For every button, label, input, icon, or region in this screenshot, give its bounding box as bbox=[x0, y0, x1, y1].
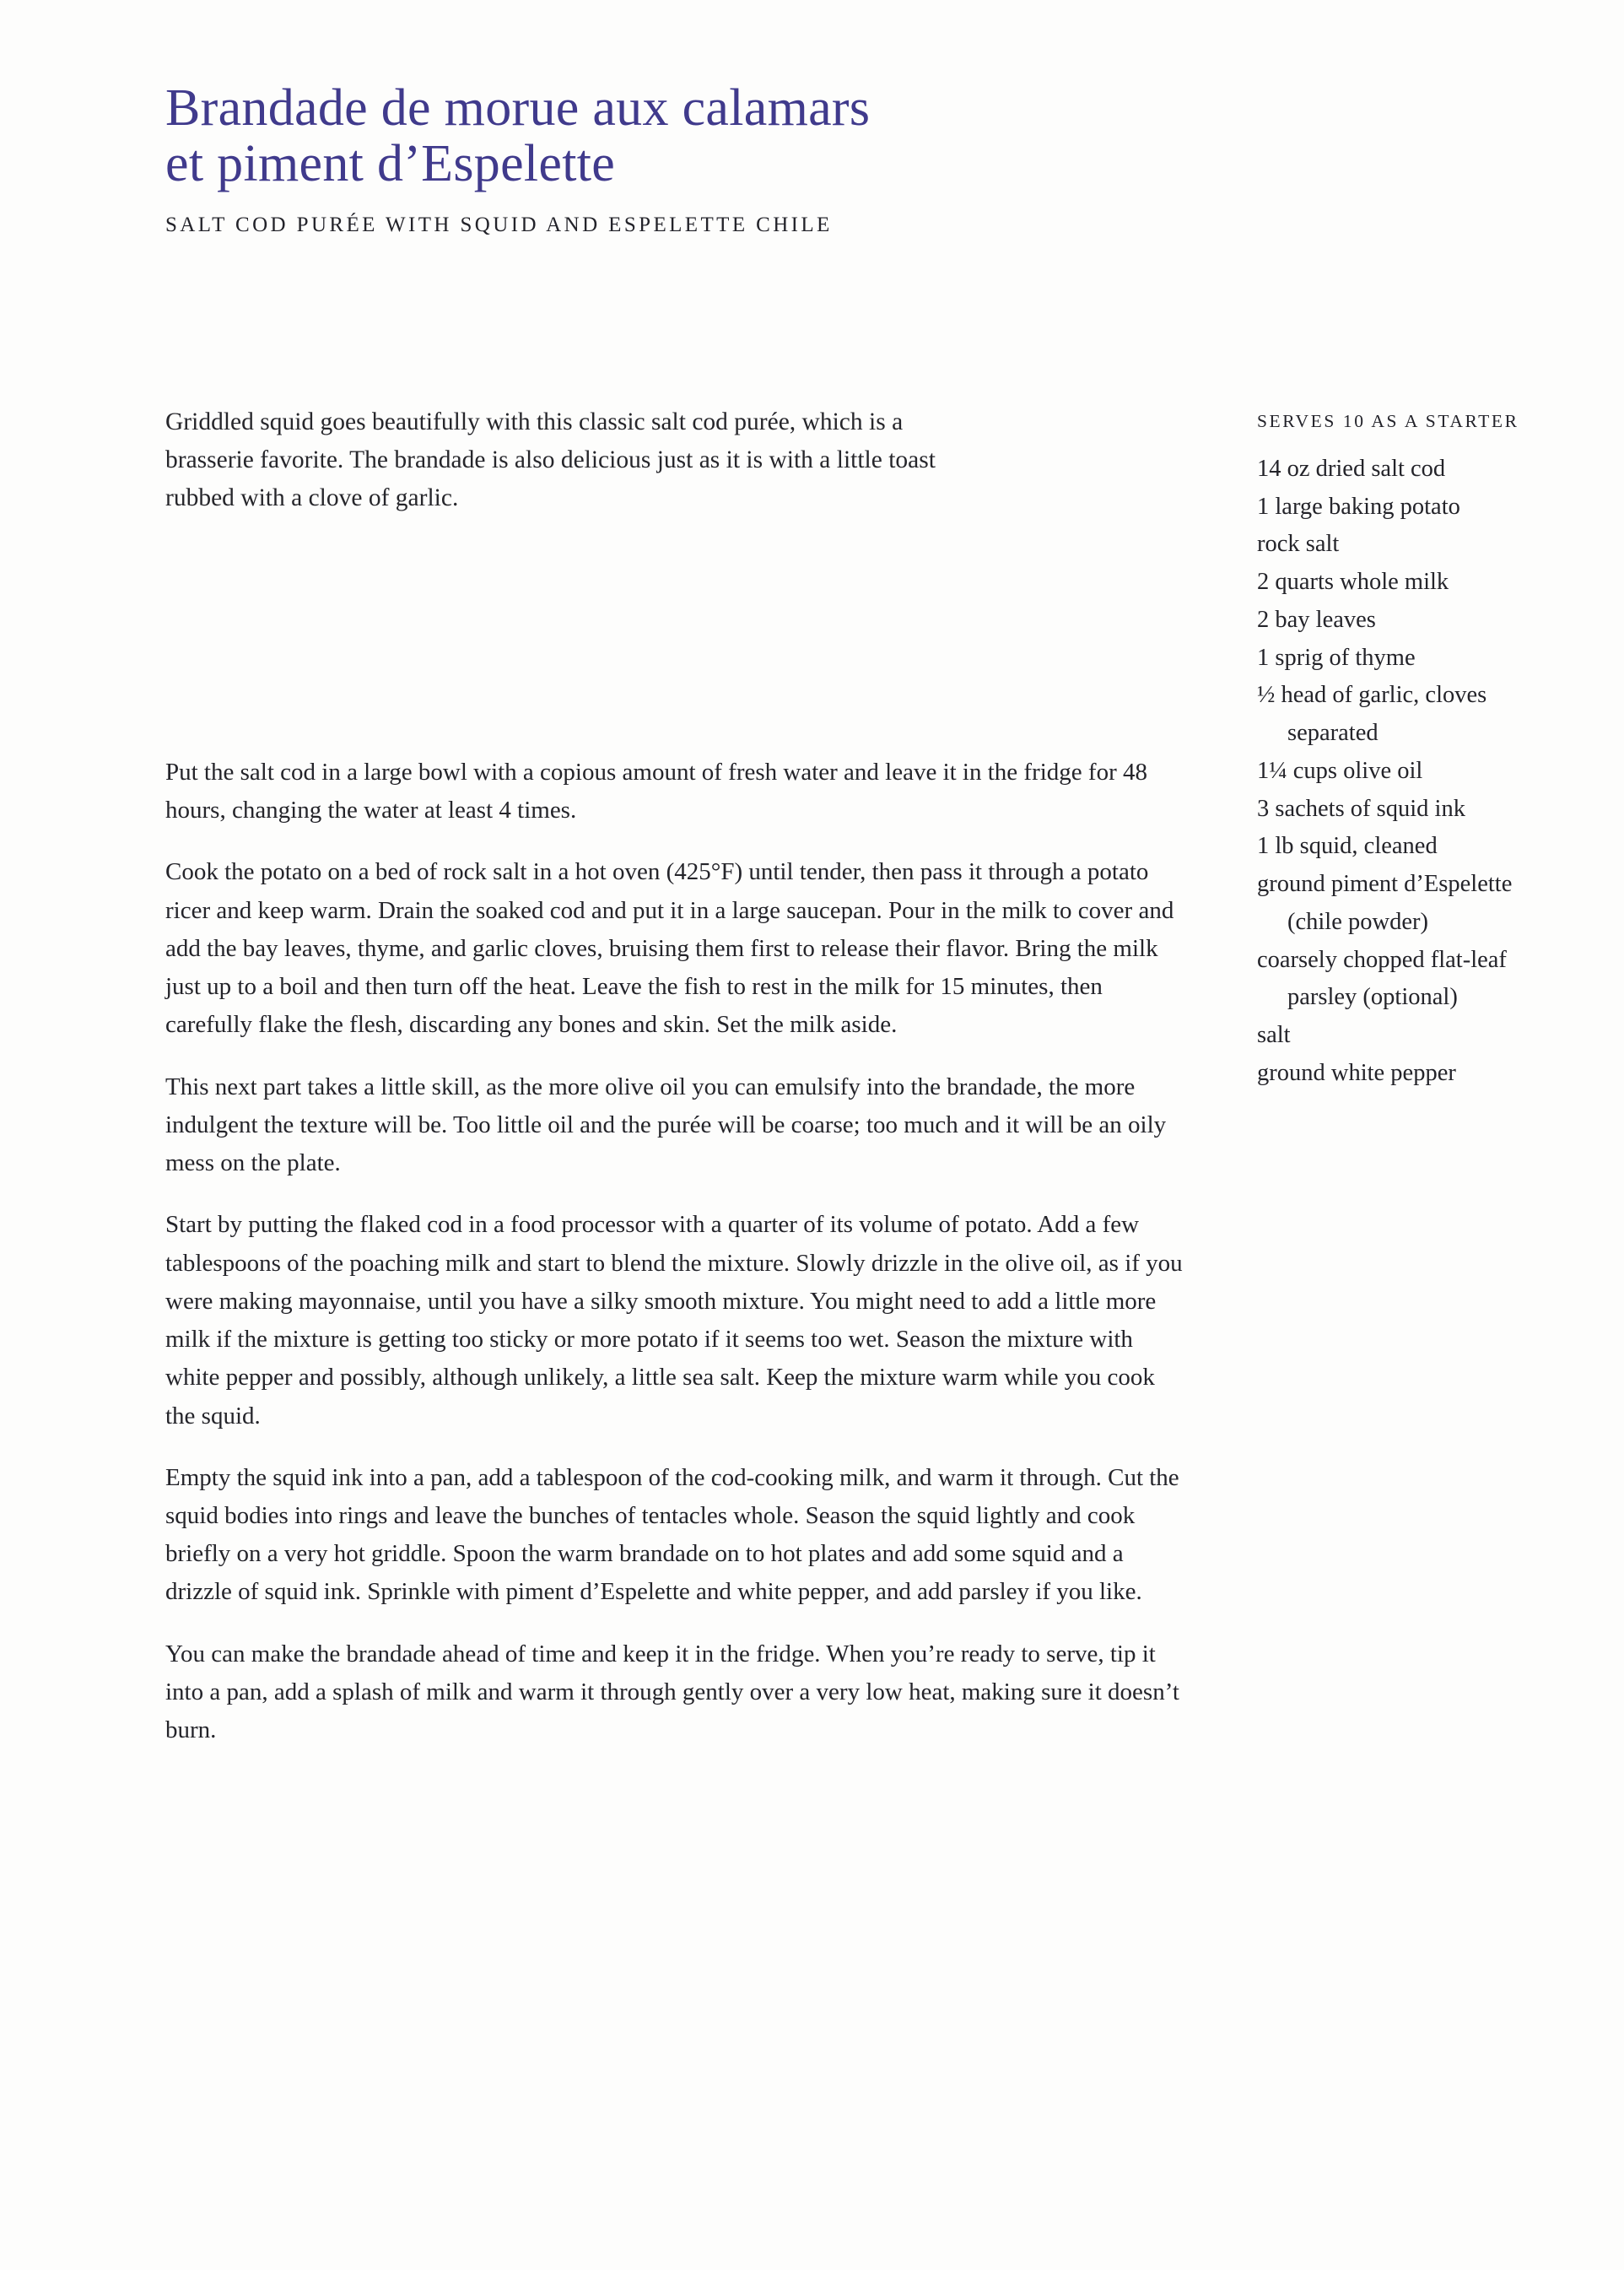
method-paragraph: Put the salt cod in a large bowl with a copious amount of fresh water and leave it in the fridge for 48 hours, changing the water at least 4 times. bbox=[165, 759, 1147, 824]
list-item: 2 bay leaves bbox=[1257, 606, 1376, 633]
list-item: parsley (optional) bbox=[1287, 984, 1458, 1011]
list-item: ground piment d’Espelette bbox=[1257, 871, 1513, 898]
method-paragraph: Cook the potato on a bed of rock salt in a hot oven (425°F) until tender, then pass it through a potato ricer and keep warm. Drain the soaked cod and put it in a large saucepan. Pour in the milk to cover and add the bay leaves, thyme, and garlic cloves, bruising them first to release their flavor. Bring the milk just up to a boil and then turn off the heat. Leave the fish to rest in the milk for 15 minutes, then carefully flake the flesh, discarding any bones and skin. Set the milk aside. bbox=[165, 858, 1174, 1039]
page-title-line-1: Brandade de morue aux calamars bbox=[165, 79, 871, 137]
list-item: separated bbox=[1287, 720, 1379, 747]
method-paragraph: You can make the brandade ahead of time and keep it in the fridge. When you’re ready to serve, tip it into a pan, add a splash of milk and warm it through gently over a very low heat, making sure it doesn’t burn. bbox=[165, 1640, 1179, 1744]
list-item: 1 sprig of thyme bbox=[1257, 644, 1416, 671]
list-item: ½ head of garlic, cloves bbox=[1257, 682, 1487, 709]
ingredients-sidebar bbox=[1257, 411, 1611, 1092]
page-title-line-2: et piment d’Espelette bbox=[165, 134, 616, 192]
ingredients-list bbox=[1257, 451, 1611, 1092]
serves-label: SERVES 10 AS A STARTER bbox=[1257, 411, 1519, 431]
list-item: 3 sachets of squid ink bbox=[1257, 795, 1465, 822]
page-subtitle: SALT COD PURÉE WITH SQUID AND ESPELETTE CHILE bbox=[165, 213, 833, 237]
intro-paragraph: Griddled squid goes beautifully with this classic salt cod purée, which is a brasserie favorite. The brandade is also delicious just as it is with a little toast rubbed with a clove of garlic. bbox=[165, 408, 936, 511]
list-item: coarsely chopped flat-leaf bbox=[1257, 946, 1507, 973]
method-paragraph: Start by putting the flaked cod in a food processor with a quarter of its volume of potato. Add a few tablespoons of the poaching milk and start to blend the mixture. Slowly drizzle in the olive oil, as if you were making mayonnaise, until you have a silky smooth mixture. You might need to add a little more milk if the mixture is getting too sticky or more potato if it seems too wet. Season the mixture with white pepper and possibly, although unlikely, a little sea salt. Keep the mixture warm while you cook the squid. bbox=[165, 1211, 1183, 1430]
list-item: rock salt bbox=[1257, 531, 1340, 558]
intro-block bbox=[165, 403, 975, 516]
method-block bbox=[165, 754, 1190, 1749]
method-paragraph: Empty the squid ink into a pan, add a tablespoon of the cod-cooking milk, and warm it through. Cut the squid bodies into rings and leave the bunches of tentacles whole. Season the squid lightly and cook briefly on a very hot griddle. Spoon the warm brandade on to hot plates and add some squid and a drizzle of squid ink. Sprinkle with piment d’Espelette and white pepper, and add parsley if you like. bbox=[165, 1463, 1179, 1606]
list-item: ground white pepper bbox=[1257, 1059, 1456, 1086]
list-item: 1 large baking potato bbox=[1257, 493, 1460, 520]
list-item: salt bbox=[1257, 1022, 1291, 1049]
title-block bbox=[165, 81, 1220, 237]
page-title bbox=[165, 81, 1220, 192]
list-item: (chile powder) bbox=[1287, 908, 1428, 935]
list-item: 1 lb squid, cleaned bbox=[1257, 833, 1438, 860]
list-item: 1¼ cups olive oil bbox=[1257, 757, 1423, 784]
list-item: 14 oz dried salt cod bbox=[1257, 456, 1446, 482]
list-item: 2 quarts whole milk bbox=[1257, 569, 1449, 596]
method-paragraph: This next part takes a little skill, as the more olive oil you can emulsify into the brandade, the more indulgent the texture will be. Too little oil and the purée will be coarse; too much and it will be an oily mess on the plate. bbox=[165, 1073, 1167, 1177]
